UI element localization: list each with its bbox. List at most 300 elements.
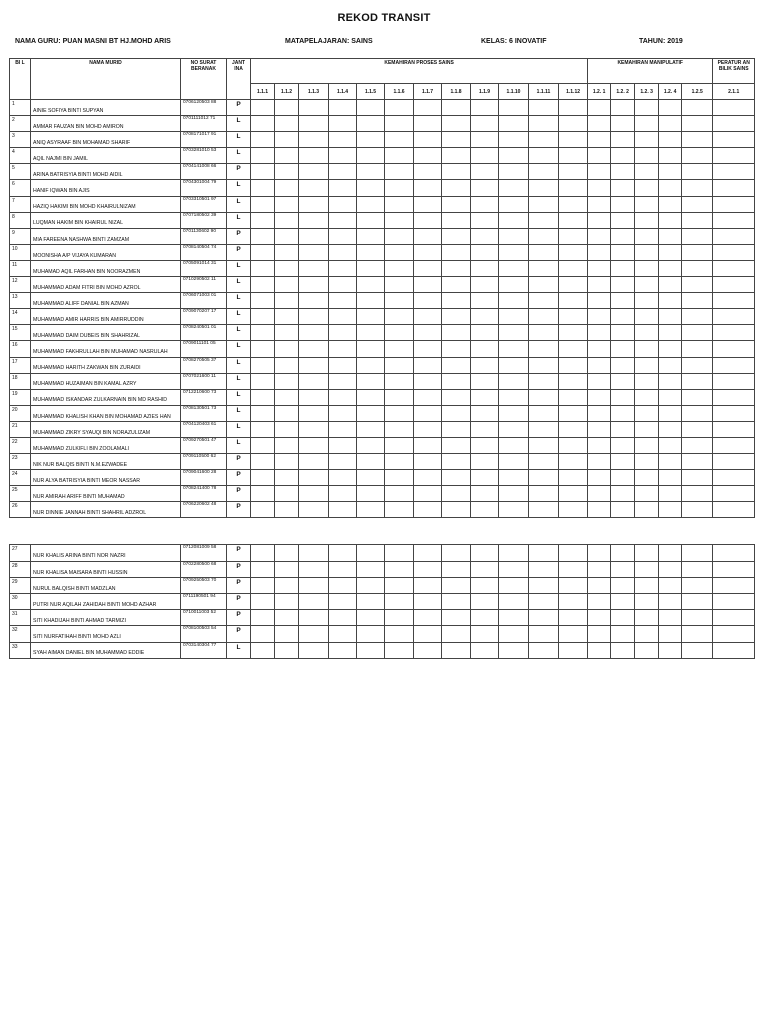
mark-cell[interactable]: [414, 594, 442, 610]
mark-cell[interactable]: [329, 148, 357, 164]
mark-cell[interactable]: [682, 577, 713, 593]
mark-cell[interactable]: [659, 212, 682, 228]
mark-cell[interactable]: [713, 470, 755, 486]
mark-cell[interactable]: [275, 470, 299, 486]
mark-cell[interactable]: [635, 116, 659, 132]
mark-cell[interactable]: [499, 502, 529, 518]
mark-cell[interactable]: [713, 212, 755, 228]
mark-cell[interactable]: [251, 421, 275, 437]
mark-cell[interactable]: [588, 325, 611, 341]
mark-cell[interactable]: [414, 486, 442, 502]
mark-cell[interactable]: [659, 244, 682, 260]
mark-cell[interactable]: [299, 325, 329, 341]
mark-cell[interactable]: [414, 228, 442, 244]
mark-cell[interactable]: [713, 180, 755, 196]
mark-cell[interactable]: [635, 148, 659, 164]
mark-cell[interactable]: [499, 196, 529, 212]
mark-cell[interactable]: [611, 594, 635, 610]
mark-cell[interactable]: [442, 293, 471, 309]
mark-cell[interactable]: [299, 577, 329, 593]
mark-cell[interactable]: [499, 470, 529, 486]
mark-cell[interactable]: [414, 341, 442, 357]
mark-cell[interactable]: [442, 454, 471, 470]
mark-cell[interactable]: [357, 212, 385, 228]
mark-cell[interactable]: [275, 293, 299, 309]
mark-cell[interactable]: [385, 454, 414, 470]
mark-cell[interactable]: [682, 293, 713, 309]
mark-cell[interactable]: [357, 116, 385, 132]
mark-cell[interactable]: [659, 561, 682, 577]
mark-cell[interactable]: [635, 405, 659, 421]
mark-cell[interactable]: [414, 626, 442, 642]
mark-cell[interactable]: [588, 180, 611, 196]
mark-cell[interactable]: [635, 373, 659, 389]
mark-cell[interactable]: [251, 116, 275, 132]
mark-cell[interactable]: [471, 260, 499, 276]
mark-cell[interactable]: [471, 405, 499, 421]
mark-cell[interactable]: [529, 437, 559, 453]
mark-cell[interactable]: [559, 100, 588, 116]
mark-cell[interactable]: [713, 244, 755, 260]
mark-cell[interactable]: [471, 486, 499, 502]
mark-cell[interactable]: [357, 502, 385, 518]
mark-cell[interactable]: [635, 132, 659, 148]
mark-cell[interactable]: [442, 132, 471, 148]
mark-cell[interactable]: [414, 357, 442, 373]
mark-cell[interactable]: [385, 405, 414, 421]
mark-cell[interactable]: [659, 132, 682, 148]
mark-cell[interactable]: [299, 470, 329, 486]
mark-cell[interactable]: [635, 277, 659, 293]
mark-cell[interactable]: [588, 132, 611, 148]
mark-cell[interactable]: [357, 309, 385, 325]
mark-cell[interactable]: [299, 610, 329, 626]
mark-cell[interactable]: [682, 116, 713, 132]
mark-cell[interactable]: [611, 626, 635, 642]
mark-cell[interactable]: [635, 244, 659, 260]
mark-cell[interactable]: [588, 561, 611, 577]
mark-cell[interactable]: [529, 502, 559, 518]
mark-cell[interactable]: [471, 132, 499, 148]
mark-cell[interactable]: [559, 421, 588, 437]
mark-cell[interactable]: [299, 626, 329, 642]
mark-cell[interactable]: [275, 437, 299, 453]
mark-cell[interactable]: [357, 642, 385, 658]
mark-cell[interactable]: [442, 212, 471, 228]
mark-cell[interactable]: [529, 164, 559, 180]
mark-cell[interactable]: [529, 212, 559, 228]
mark-cell[interactable]: [559, 405, 588, 421]
mark-cell[interactable]: [713, 545, 755, 561]
mark-cell[interactable]: [357, 341, 385, 357]
mark-cell[interactable]: [559, 196, 588, 212]
mark-cell[interactable]: [414, 610, 442, 626]
mark-cell[interactable]: [299, 260, 329, 276]
mark-cell[interactable]: [659, 421, 682, 437]
mark-cell[interactable]: [559, 502, 588, 518]
mark-cell[interactable]: [682, 309, 713, 325]
mark-cell[interactable]: [529, 180, 559, 196]
mark-cell[interactable]: [682, 642, 713, 658]
mark-cell[interactable]: [659, 293, 682, 309]
mark-cell[interactable]: [385, 325, 414, 341]
mark-cell[interactable]: [329, 116, 357, 132]
mark-cell[interactable]: [682, 561, 713, 577]
mark-cell[interactable]: [329, 454, 357, 470]
mark-cell[interactable]: [499, 148, 529, 164]
mark-cell[interactable]: [275, 421, 299, 437]
mark-cell[interactable]: [299, 212, 329, 228]
mark-cell[interactable]: [329, 277, 357, 293]
mark-cell[interactable]: [275, 502, 299, 518]
mark-cell[interactable]: [471, 196, 499, 212]
mark-cell[interactable]: [251, 610, 275, 626]
mark-cell[interactable]: [713, 164, 755, 180]
mark-cell[interactable]: [635, 228, 659, 244]
mark-cell[interactable]: [559, 212, 588, 228]
mark-cell[interactable]: [329, 642, 357, 658]
mark-cell[interactable]: [329, 405, 357, 421]
mark-cell[interactable]: [357, 437, 385, 453]
mark-cell[interactable]: [414, 470, 442, 486]
mark-cell[interactable]: [357, 260, 385, 276]
mark-cell[interactable]: [471, 577, 499, 593]
mark-cell[interactable]: [357, 228, 385, 244]
mark-cell[interactable]: [251, 626, 275, 642]
mark-cell[interactable]: [275, 100, 299, 116]
mark-cell[interactable]: [251, 244, 275, 260]
mark-cell[interactable]: [635, 486, 659, 502]
mark-cell[interactable]: [682, 594, 713, 610]
mark-cell[interactable]: [299, 309, 329, 325]
mark-cell[interactable]: [471, 164, 499, 180]
mark-cell[interactable]: [414, 561, 442, 577]
mark-cell[interactable]: [499, 325, 529, 341]
mark-cell[interactable]: [414, 309, 442, 325]
mark-cell[interactable]: [251, 148, 275, 164]
mark-cell[interactable]: [329, 421, 357, 437]
mark-cell[interactable]: [682, 405, 713, 421]
mark-cell[interactable]: [385, 260, 414, 276]
mark-cell[interactable]: [471, 212, 499, 228]
mark-cell[interactable]: [659, 100, 682, 116]
mark-cell[interactable]: [713, 454, 755, 470]
mark-cell[interactable]: [659, 309, 682, 325]
mark-cell[interactable]: [471, 626, 499, 642]
mark-cell[interactable]: [611, 325, 635, 341]
mark-cell[interactable]: [588, 594, 611, 610]
mark-cell[interactable]: [275, 341, 299, 357]
mark-cell[interactable]: [251, 405, 275, 421]
mark-cell[interactable]: [299, 164, 329, 180]
mark-cell[interactable]: [588, 293, 611, 309]
mark-cell[interactable]: [559, 373, 588, 389]
mark-cell[interactable]: [275, 594, 299, 610]
mark-cell[interactable]: [385, 164, 414, 180]
mark-cell[interactable]: [299, 594, 329, 610]
mark-cell[interactable]: [329, 610, 357, 626]
mark-cell[interactable]: [659, 610, 682, 626]
mark-cell[interactable]: [299, 196, 329, 212]
mark-cell[interactable]: [635, 610, 659, 626]
mark-cell[interactable]: [559, 486, 588, 502]
mark-cell[interactable]: [529, 389, 559, 405]
mark-cell[interactable]: [329, 373, 357, 389]
mark-cell[interactable]: [588, 357, 611, 373]
mark-cell[interactable]: [414, 325, 442, 341]
mark-cell[interactable]: [299, 389, 329, 405]
mark-cell[interactable]: [299, 561, 329, 577]
mark-cell[interactable]: [442, 180, 471, 196]
mark-cell[interactable]: [499, 293, 529, 309]
mark-cell[interactable]: [529, 341, 559, 357]
mark-cell[interactable]: [442, 196, 471, 212]
mark-cell[interactable]: [499, 437, 529, 453]
mark-cell[interactable]: [275, 212, 299, 228]
mark-cell[interactable]: [611, 561, 635, 577]
mark-cell[interactable]: [682, 260, 713, 276]
mark-cell[interactable]: [713, 341, 755, 357]
mark-cell[interactable]: [611, 470, 635, 486]
mark-cell[interactable]: [329, 325, 357, 341]
mark-cell[interactable]: [635, 293, 659, 309]
mark-cell[interactable]: [635, 437, 659, 453]
mark-cell[interactable]: [499, 228, 529, 244]
mark-cell[interactable]: [659, 325, 682, 341]
mark-cell[interactable]: [414, 373, 442, 389]
mark-cell[interactable]: [442, 341, 471, 357]
mark-cell[interactable]: [442, 244, 471, 260]
mark-cell[interactable]: [635, 260, 659, 276]
mark-cell[interactable]: [275, 277, 299, 293]
mark-cell[interactable]: [442, 594, 471, 610]
mark-cell[interactable]: [329, 341, 357, 357]
mark-cell[interactable]: [588, 277, 611, 293]
mark-cell[interactable]: [385, 470, 414, 486]
mark-cell[interactable]: [682, 470, 713, 486]
mark-cell[interactable]: [611, 100, 635, 116]
mark-cell[interactable]: [611, 309, 635, 325]
mark-cell[interactable]: [529, 309, 559, 325]
mark-cell[interactable]: [635, 357, 659, 373]
mark-cell[interactable]: [713, 132, 755, 148]
mark-cell[interactable]: [329, 260, 357, 276]
mark-cell[interactable]: [414, 437, 442, 453]
mark-cell[interactable]: [251, 357, 275, 373]
mark-cell[interactable]: [611, 116, 635, 132]
mark-cell[interactable]: [588, 116, 611, 132]
mark-cell[interactable]: [659, 502, 682, 518]
mark-cell[interactable]: [385, 502, 414, 518]
mark-cell[interactable]: [471, 341, 499, 357]
mark-cell[interactable]: [442, 502, 471, 518]
mark-cell[interactable]: [559, 309, 588, 325]
mark-cell[interactable]: [299, 373, 329, 389]
mark-cell[interactable]: [635, 389, 659, 405]
mark-cell[interactable]: [471, 277, 499, 293]
mark-cell[interactable]: [471, 180, 499, 196]
mark-cell[interactable]: [682, 486, 713, 502]
mark-cell[interactable]: [559, 545, 588, 561]
mark-cell[interactable]: [611, 389, 635, 405]
mark-cell[interactable]: [611, 196, 635, 212]
mark-cell[interactable]: [251, 228, 275, 244]
mark-cell[interactable]: [611, 486, 635, 502]
mark-cell[interactable]: [414, 293, 442, 309]
mark-cell[interactable]: [299, 405, 329, 421]
mark-cell[interactable]: [611, 180, 635, 196]
mark-cell[interactable]: [275, 325, 299, 341]
mark-cell[interactable]: [275, 116, 299, 132]
mark-cell[interactable]: [442, 610, 471, 626]
mark-cell[interactable]: [385, 421, 414, 437]
mark-cell[interactable]: [299, 486, 329, 502]
mark-cell[interactable]: [275, 132, 299, 148]
mark-cell[interactable]: [385, 212, 414, 228]
mark-cell[interactable]: [251, 642, 275, 658]
mark-cell[interactable]: [471, 454, 499, 470]
mark-cell[interactable]: [442, 357, 471, 373]
mark-cell[interactable]: [251, 373, 275, 389]
mark-cell[interactable]: [499, 341, 529, 357]
mark-cell[interactable]: [659, 228, 682, 244]
mark-cell[interactable]: [357, 561, 385, 577]
mark-cell[interactable]: [659, 594, 682, 610]
mark-cell[interactable]: [635, 421, 659, 437]
mark-cell[interactable]: [357, 486, 385, 502]
mark-cell[interactable]: [713, 626, 755, 642]
mark-cell[interactable]: [442, 405, 471, 421]
mark-cell[interactable]: [559, 470, 588, 486]
mark-cell[interactable]: [357, 626, 385, 642]
mark-cell[interactable]: [559, 389, 588, 405]
mark-cell[interactable]: [659, 357, 682, 373]
mark-cell[interactable]: [442, 642, 471, 658]
mark-cell[interactable]: [275, 454, 299, 470]
mark-cell[interactable]: [251, 309, 275, 325]
mark-cell[interactable]: [299, 341, 329, 357]
mark-cell[interactable]: [471, 610, 499, 626]
mark-cell[interactable]: [414, 502, 442, 518]
mark-cell[interactable]: [713, 260, 755, 276]
mark-cell[interactable]: [713, 196, 755, 212]
mark-cell[interactable]: [713, 148, 755, 164]
mark-cell[interactable]: [659, 486, 682, 502]
mark-cell[interactable]: [299, 502, 329, 518]
mark-cell[interactable]: [529, 357, 559, 373]
mark-cell[interactable]: [357, 357, 385, 373]
mark-cell[interactable]: [611, 293, 635, 309]
mark-cell[interactable]: [659, 389, 682, 405]
mark-cell[interactable]: [414, 212, 442, 228]
mark-cell[interactable]: [499, 421, 529, 437]
mark-cell[interactable]: [329, 212, 357, 228]
mark-cell[interactable]: [499, 626, 529, 642]
mark-cell[interactable]: [499, 164, 529, 180]
mark-cell[interactable]: [251, 196, 275, 212]
mark-cell[interactable]: [588, 389, 611, 405]
mark-cell[interactable]: [442, 116, 471, 132]
mark-cell[interactable]: [611, 373, 635, 389]
mark-cell[interactable]: [275, 148, 299, 164]
mark-cell[interactable]: [611, 502, 635, 518]
mark-cell[interactable]: [659, 454, 682, 470]
mark-cell[interactable]: [471, 545, 499, 561]
mark-cell[interactable]: [275, 626, 299, 642]
mark-cell[interactable]: [682, 437, 713, 453]
mark-cell[interactable]: [329, 132, 357, 148]
mark-cell[interactable]: [442, 486, 471, 502]
mark-cell[interactable]: [611, 577, 635, 593]
mark-cell[interactable]: [275, 228, 299, 244]
mark-cell[interactable]: [357, 470, 385, 486]
mark-cell[interactable]: [611, 164, 635, 180]
mark-cell[interactable]: [559, 148, 588, 164]
mark-cell[interactable]: [529, 454, 559, 470]
mark-cell[interactable]: [682, 545, 713, 561]
mark-cell[interactable]: [713, 277, 755, 293]
mark-cell[interactable]: [588, 212, 611, 228]
mark-cell[interactable]: [357, 196, 385, 212]
mark-cell[interactable]: [635, 164, 659, 180]
mark-cell[interactable]: [611, 212, 635, 228]
mark-cell[interactable]: [713, 610, 755, 626]
mark-cell[interactable]: [588, 486, 611, 502]
mark-cell[interactable]: [385, 196, 414, 212]
mark-cell[interactable]: [529, 293, 559, 309]
mark-cell[interactable]: [499, 373, 529, 389]
mark-cell[interactable]: [559, 228, 588, 244]
mark-cell[interactable]: [635, 594, 659, 610]
mark-cell[interactable]: [611, 545, 635, 561]
mark-cell[interactable]: [329, 470, 357, 486]
mark-cell[interactable]: [414, 405, 442, 421]
mark-cell[interactable]: [251, 502, 275, 518]
mark-cell[interactable]: [713, 486, 755, 502]
mark-cell[interactable]: [682, 148, 713, 164]
mark-cell[interactable]: [442, 561, 471, 577]
mark-cell[interactable]: [414, 421, 442, 437]
mark-cell[interactable]: [299, 437, 329, 453]
mark-cell[interactable]: [499, 610, 529, 626]
mark-cell[interactable]: [611, 610, 635, 626]
mark-cell[interactable]: [529, 642, 559, 658]
mark-cell[interactable]: [588, 610, 611, 626]
mark-cell[interactable]: [559, 357, 588, 373]
mark-cell[interactable]: [529, 594, 559, 610]
mark-cell[interactable]: [559, 561, 588, 577]
mark-cell[interactable]: [299, 454, 329, 470]
mark-cell[interactable]: [588, 148, 611, 164]
mark-cell[interactable]: [329, 228, 357, 244]
mark-cell[interactable]: [471, 594, 499, 610]
mark-cell[interactable]: [357, 277, 385, 293]
mark-cell[interactable]: [299, 642, 329, 658]
mark-cell[interactable]: [529, 421, 559, 437]
mark-cell[interactable]: [659, 405, 682, 421]
mark-cell[interactable]: [442, 228, 471, 244]
mark-cell[interactable]: [529, 405, 559, 421]
mark-cell[interactable]: [611, 454, 635, 470]
mark-cell[interactable]: [713, 437, 755, 453]
mark-cell[interactable]: [499, 180, 529, 196]
mark-cell[interactable]: [559, 277, 588, 293]
mark-cell[interactable]: [471, 357, 499, 373]
mark-cell[interactable]: [682, 421, 713, 437]
mark-cell[interactable]: [588, 642, 611, 658]
mark-cell[interactable]: [588, 405, 611, 421]
mark-cell[interactable]: [588, 309, 611, 325]
